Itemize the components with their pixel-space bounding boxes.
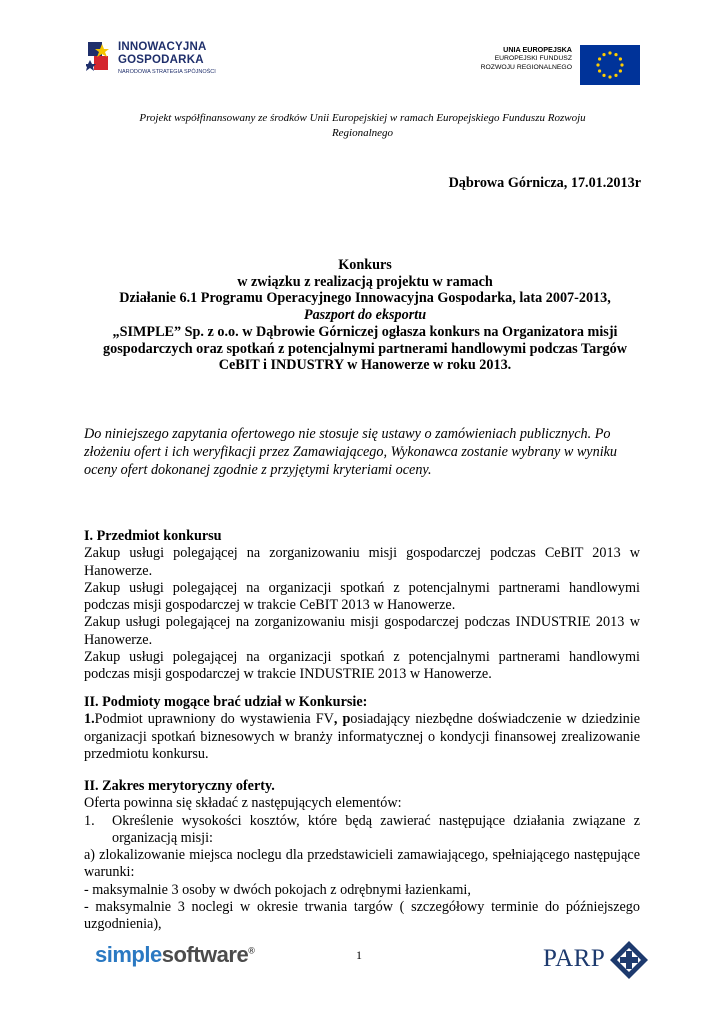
- title-line-3: Działanie 6.1 Programu Operacyjnego Innowacyjna Gospodarka, lata 2007-2013,: [119, 290, 611, 307]
- simplesoftware-logo: [95, 942, 254, 968]
- cofinancing-note-line2: Regionalnego: [331, 127, 394, 139]
- section-1-heading: I. Przedmiot konkursu: [84, 528, 222, 544]
- eu-logo-line3: ROZWOJU REGIONALNEGO: [480, 64, 572, 71]
- title-line-1: Konkurs: [338, 257, 392, 273]
- ig-logo-line2: GOSPODARKA: [118, 54, 204, 66]
- section-1-paragraph: Zakup usługi polegającej na zorganizowaniu misji gospodarczej podczas CeBIT 2013 w Hanowerze.: [84, 545, 640, 579]
- title-line-7: CeBIT i INDUSTRY w Hanowerze w roku 2013.: [218, 357, 512, 374]
- logo-part-software: software: [161, 942, 249, 967]
- section-2: [84, 694, 640, 763]
- title-line-6: gospodarczych oraz spotkań z potencjalnymi partnerami handlowymi podczas Targów: [103, 340, 627, 357]
- section-2-heading: II. Podmioty mogące brać udział w Konkursie:: [84, 694, 368, 710]
- eu-logo-line2: EUROPEJSKI FUNDUSZ: [494, 55, 572, 62]
- parp-logo: [543, 940, 653, 980]
- section-3-dash-item: - maksymalnie 3 osoby w dwóch pokojach z odrębnymi łazienkami,: [84, 881, 471, 898]
- section-3-subitem-a: a) zlokalizowanie miejsca noclegu dla przedstawicieli zamawiającego, spełniającego następujące warunki:: [84, 847, 640, 881]
- section-1-paragraph: Zakup usługi polegającej na zorganizowaniu misji gospodarczej podczas INDUSTRIE 2013 w Hanowerze.: [84, 614, 640, 648]
- section-2-paragraph: [84, 711, 640, 763]
- parp-diamond-icon: [609, 940, 649, 980]
- section-2-text-a: Podmiot uprawniony do wystawienia FV: [94, 711, 334, 728]
- cofinancing-note-line1: Projekt współfinansowany ze środków Unii Europejskiej w ramach Europejskiego Funduszu Rozwoju: [139, 112, 586, 124]
- document-title: [84, 257, 646, 374]
- cofinancing-note: [100, 111, 625, 141]
- section-2-comma: ,: [333, 711, 338, 728]
- title-line-4: Paszport do eksportu: [303, 307, 427, 324]
- eu-flag-icon: [580, 45, 640, 85]
- section-3-list-item: [84, 813, 640, 848]
- innowacyjna-gospodarka-logo: [86, 38, 216, 82]
- ig-star-icon: [86, 38, 114, 78]
- title-line-2: w związku z realizacją projektu w ramach: [237, 273, 493, 290]
- ig-logo-line1: INNOWACYJNA: [118, 41, 207, 53]
- section-1-paragraph: Zakup usługi polegającej na organizacji spotkań z potencjalnymi partnerami handlowymi podczas misji gospodarczej w trakcie INDUSTRIE 2013 w Hanowerze.: [84, 649, 640, 683]
- registered-mark: ®: [248, 945, 255, 956]
- section-3: [84, 778, 640, 934]
- section-2-letter-p: p: [342, 711, 351, 728]
- eu-logo-line1: UNIA EUROPEJSKA: [503, 45, 572, 54]
- section-3-intro: Oferta powinna się składać z następujących elementów:: [84, 795, 402, 812]
- section-3-item-number: 1.: [84, 812, 95, 829]
- parp-text: PARP: [543, 945, 606, 972]
- section-1: [84, 528, 640, 684]
- section-2-item-number: 1.: [84, 711, 95, 728]
- procurement-notice: Do niniejszego zapytania ofertowego nie stosuje się ustawy o zamówieniach publicznych. Po złożeniu ofert i ich weryfikacji przez Zamawiającego, Wykonawca zostanie wybrany w wyniku oceny ofert dokonanej zgodnie z przyjętymi kryteriami oceny.: [84, 426, 618, 478]
- section-2-text-b: osiadający niezbędne doświadczenie w dziedzinie organizacji spotkań biznesowych w branży informatycznej o kondycji finansowej zrealizowanie przedmiotu konkursu.: [84, 711, 641, 762]
- section-3-item-text: Określenie wysokości kosztów, które będą zawierać następujące działania związane z organizacją misji:: [112, 812, 640, 846]
- logo-part-simple: simple: [95, 942, 162, 967]
- page-number: 1: [356, 948, 362, 962]
- section-3-heading: II. Zakres merytoryczny oferty.: [84, 778, 275, 794]
- place-and-date: Dąbrowa Górnicza, 17.01.2013r: [448, 175, 641, 191]
- ig-logo-subline: NARODOWA STRATEGIA SPÓJNOŚCI: [118, 69, 216, 75]
- eu-logo: [470, 45, 640, 85]
- title-line-5: „SIMPLE” Sp. z o.o. w Dąbrowie Górniczej ogłasza konkurs na Organizatora misji: [112, 323, 618, 340]
- section-3-dash-item: - maksymalnie 3 noclegi w okresie trwania targów ( szczegółowy terminie do późniejszego uzgodnienia),: [84, 899, 640, 933]
- section-1-paragraph: Zakup usługi polegającej na organizacji spotkań z potencjalnymi partnerami handlowymi podczas misji gospodarczej w trakcie CeBIT 2013 w Hanowerze.: [84, 579, 640, 614]
